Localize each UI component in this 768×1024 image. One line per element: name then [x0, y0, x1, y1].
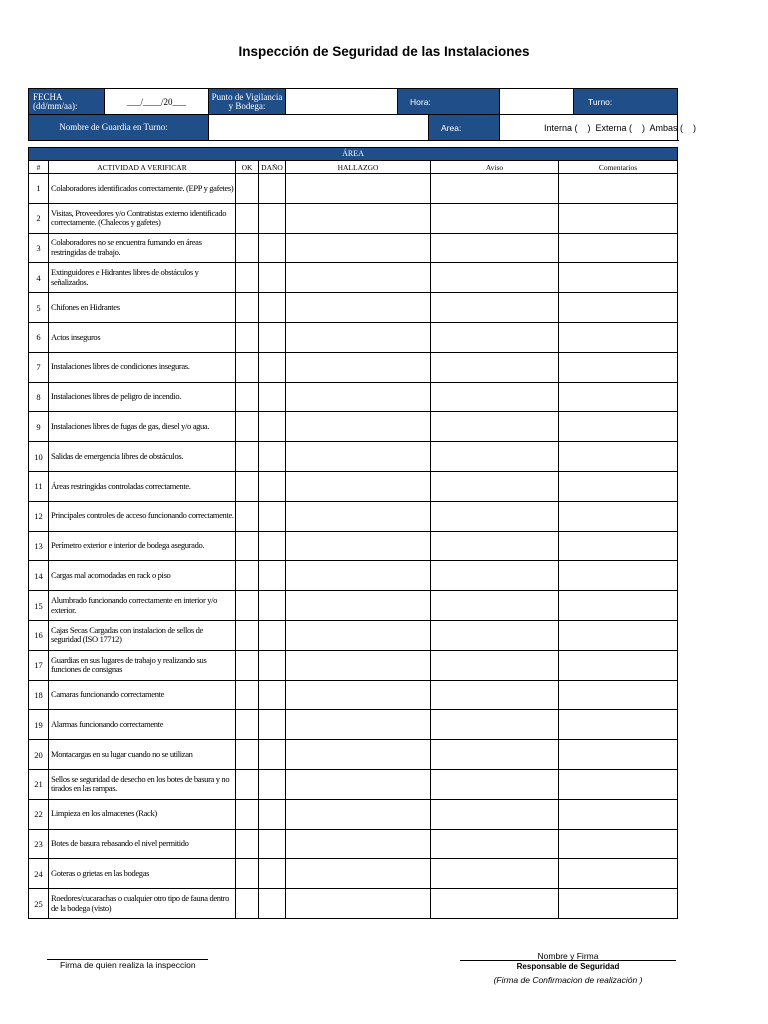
notice-cell[interactable] [431, 710, 559, 740]
row-number: 10 [29, 442, 49, 472]
row-number: 17 [29, 650, 49, 680]
row-activity: Áreas restringidas controladas correctamente. [49, 471, 236, 501]
row-number: 21 [29, 769, 49, 799]
ok-cell[interactable] [236, 263, 259, 293]
comments-cell[interactable] [559, 769, 678, 799]
finding-cell[interactable] [286, 889, 431, 919]
notice-cell[interactable] [431, 829, 559, 859]
notice-cell[interactable] [431, 382, 559, 412]
ok-cell[interactable] [236, 591, 259, 621]
table-row [29, 233, 678, 263]
finding-cell[interactable] [286, 531, 431, 561]
row-activity: Perímetro exterior e interior de bodega asegurado. [49, 531, 236, 561]
confirmation-note: (Firma de Confirmacion de realización ) [493, 975, 643, 985]
finding-cell[interactable] [286, 203, 431, 233]
fecha-field[interactable]: ___/____/20___ [105, 89, 209, 115]
table-row [29, 442, 678, 472]
notice-cell[interactable] [431, 561, 559, 591]
row-activity: Alarmas funcionando correctamente [49, 710, 236, 740]
row-number: 24 [29, 859, 49, 889]
guardia-label: Nombre de Guardia en Turno: [29, 115, 209, 141]
checklist-table [28, 147, 678, 919]
finding-cell[interactable] [286, 352, 431, 382]
notice-cell[interactable] [431, 769, 559, 799]
table-row [29, 531, 678, 561]
comments-cell[interactable] [559, 680, 678, 710]
notice-cell[interactable] [431, 352, 559, 382]
comments-cell[interactable] [559, 620, 678, 650]
row-activity: Instalaciones libres de peligro de incendio. [49, 382, 236, 412]
ok-cell[interactable] [236, 740, 259, 770]
row-activity: Actos inseguros [49, 322, 236, 352]
col-damage: DAÑO [259, 161, 286, 174]
col-notice: Aviso [431, 161, 559, 174]
row-number: 5 [29, 293, 49, 323]
damage-cell[interactable] [259, 442, 286, 472]
comments-cell[interactable] [559, 740, 678, 770]
finding-cell[interactable] [286, 382, 431, 412]
damage-cell[interactable] [259, 829, 286, 859]
comments-cell[interactable] [559, 799, 678, 829]
ok-cell[interactable] [236, 203, 259, 233]
table-row [29, 620, 678, 650]
damage-cell[interactable] [259, 740, 286, 770]
finding-cell[interactable] [286, 650, 431, 680]
row-number: 8 [29, 382, 49, 412]
damage-cell[interactable] [259, 531, 286, 561]
row-activity: Colaboradores identificados correctamente. (EPP y gafetes) [49, 174, 236, 204]
comments-cell[interactable] [559, 293, 678, 323]
table-row [29, 293, 678, 323]
notice-cell[interactable] [431, 889, 559, 919]
ok-cell[interactable] [236, 650, 259, 680]
finding-cell[interactable] [286, 710, 431, 740]
notice-cell[interactable] [431, 680, 559, 710]
ok-cell[interactable] [236, 799, 259, 829]
notice-cell[interactable] [431, 531, 559, 561]
finding-cell[interactable] [286, 591, 431, 621]
area-label: Area: [429, 115, 500, 141]
table-row [29, 829, 678, 859]
row-number: 16 [29, 620, 49, 650]
finding-cell[interactable] [286, 680, 431, 710]
ok-cell[interactable] [236, 829, 259, 859]
row-number: 15 [29, 591, 49, 621]
table-row [29, 322, 678, 352]
notice-cell[interactable] [431, 174, 559, 204]
area-options[interactable]: Interna ( ) Externa ( ) Ambas ( ) [500, 115, 678, 141]
notice-cell[interactable] [431, 471, 559, 501]
damage-cell[interactable] [259, 650, 286, 680]
row-activity: Roedores/cucarachas o cualquier otro tipo de fauna dentro de la bodega (visto) [49, 889, 236, 919]
comments-cell[interactable] [559, 233, 678, 263]
damage-cell[interactable] [259, 680, 286, 710]
finding-cell[interactable] [286, 442, 431, 472]
damage-cell[interactable] [259, 859, 286, 889]
hora-field[interactable] [500, 89, 574, 115]
col-activity: ACTIVIDAD A VERIFICAR [49, 161, 236, 174]
comments-cell[interactable] [559, 174, 678, 204]
ok-cell[interactable] [236, 293, 259, 323]
comments-cell[interactable] [559, 531, 678, 561]
table-row [29, 174, 678, 204]
ok-cell[interactable] [236, 889, 259, 919]
row-activity: Salidas de emergencia libres de obstáculos. [49, 442, 236, 472]
row-activity: Montacargas en su lugar cuando no se utilizan [49, 740, 236, 770]
finding-cell[interactable] [286, 829, 431, 859]
notice-cell[interactable] [431, 203, 559, 233]
inspector-signature-label: Firma de quien realiza la inspeccion [60, 960, 196, 970]
row-number: 1 [29, 174, 49, 204]
table-row [29, 710, 678, 740]
damage-cell[interactable] [259, 203, 286, 233]
finding-cell[interactable] [286, 740, 431, 770]
damage-cell[interactable] [259, 233, 286, 263]
damage-cell[interactable] [259, 412, 286, 442]
notice-cell[interactable] [431, 412, 559, 442]
notice-cell[interactable] [431, 620, 559, 650]
comments-cell[interactable] [559, 263, 678, 293]
ok-cell[interactable] [236, 501, 259, 531]
damage-cell[interactable] [259, 561, 286, 591]
damage-cell[interactable] [259, 174, 286, 204]
table-row [29, 740, 678, 770]
ok-cell[interactable] [236, 442, 259, 472]
responsible-signature-line [460, 960, 676, 961]
comments-cell[interactable] [559, 442, 678, 472]
ok-cell[interactable] [236, 859, 259, 889]
row-number: 6 [29, 322, 49, 352]
finding-cell[interactable] [286, 620, 431, 650]
damage-cell[interactable] [259, 501, 286, 531]
col-finding: HALLAZGO [286, 161, 431, 174]
punto-field[interactable] [286, 89, 398, 115]
col-ok: OK [236, 161, 259, 174]
row-activity: Chifones en Hidrantes [49, 293, 236, 323]
row-activity: Alumbrado funcionando correctamente en interior y/o exterior. [49, 591, 236, 621]
table-row [29, 352, 678, 382]
ok-cell[interactable] [236, 382, 259, 412]
finding-cell[interactable] [286, 293, 431, 323]
damage-cell[interactable] [259, 769, 286, 799]
inspector-signature-line [47, 959, 208, 960]
comments-cell[interactable] [559, 412, 678, 442]
col-comments: Comentarios [559, 161, 678, 174]
table-row [29, 412, 678, 442]
table-row [29, 203, 678, 233]
comments-cell[interactable] [559, 203, 678, 233]
hora-label: Hora: [398, 89, 500, 115]
finding-cell[interactable] [286, 501, 431, 531]
damage-cell[interactable] [259, 382, 286, 412]
notice-cell[interactable] [431, 799, 559, 829]
comments-cell[interactable] [559, 710, 678, 740]
finding-cell[interactable] [286, 471, 431, 501]
row-activity: Camaras funcionando correctamente [49, 680, 236, 710]
row-number: 22 [29, 799, 49, 829]
row-number: 20 [29, 740, 49, 770]
row-number: 11 [29, 471, 49, 501]
section-title: ÁREA [29, 148, 678, 161]
damage-cell[interactable] [259, 620, 286, 650]
row-number: 3 [29, 233, 49, 263]
turno-label: Turno: [574, 89, 678, 115]
damage-cell[interactable] [259, 471, 286, 501]
damage-cell[interactable] [259, 263, 286, 293]
finding-cell[interactable] [286, 561, 431, 591]
row-activity: Sellos se seguridad de desecho en los botes de basura y no tirados en las rampas. [49, 769, 236, 799]
ok-cell[interactable] [236, 769, 259, 799]
notice-cell[interactable] [431, 442, 559, 472]
guardia-field[interactable] [209, 115, 429, 141]
page-title: Inspección de Seguridad de las Instalaciones [238, 44, 530, 59]
row-activity: Extinguidores e Hidrantes libres de obstáculos y señalizados. [49, 263, 236, 293]
comments-cell[interactable] [559, 501, 678, 531]
row-number: 4 [29, 263, 49, 293]
punto-label: Punto de Vigilancia y Bodega: [209, 89, 286, 115]
ok-cell[interactable] [236, 620, 259, 650]
row-number: 7 [29, 352, 49, 382]
notice-cell[interactable] [431, 501, 559, 531]
table-row [29, 382, 678, 412]
comments-cell[interactable] [559, 829, 678, 859]
notice-cell[interactable] [431, 591, 559, 621]
ok-cell[interactable] [236, 233, 259, 263]
row-activity: Limpieza en los almacenes (Rack) [49, 799, 236, 829]
col-num: # [29, 161, 49, 174]
damage-cell[interactable] [259, 352, 286, 382]
row-activity: Colaboradores no se encuentra fumando en áreas restringidas de trabajo. [49, 233, 236, 263]
ok-cell[interactable] [236, 561, 259, 591]
table-row [29, 799, 678, 829]
row-activity: Instalaciones libres de fugas de gas, diesel y/o agua. [49, 412, 236, 442]
table-row [29, 471, 678, 501]
damage-cell[interactable] [259, 591, 286, 621]
comments-cell[interactable] [559, 352, 678, 382]
finding-cell[interactable] [286, 769, 431, 799]
damage-cell[interactable] [259, 322, 286, 352]
row-number: 12 [29, 501, 49, 531]
ok-cell[interactable] [236, 471, 259, 501]
row-number: 13 [29, 531, 49, 561]
notice-cell[interactable] [431, 263, 559, 293]
table-row [29, 561, 678, 591]
row-activity: Cargas mal acomodadas en rack o piso [49, 561, 236, 591]
comments-cell[interactable] [559, 889, 678, 919]
ok-cell[interactable] [236, 680, 259, 710]
row-activity: Botes de basura rebasando el nivel permitido [49, 829, 236, 859]
table-row [29, 680, 678, 710]
comments-cell[interactable] [559, 471, 678, 501]
table-row [29, 650, 678, 680]
row-number: 25 [29, 889, 49, 919]
finding-cell[interactable] [286, 412, 431, 442]
damage-cell[interactable] [259, 293, 286, 323]
ok-cell[interactable] [236, 174, 259, 204]
row-activity: Cajas Secas Cargadas con instalacion de sellos de seguridad (ISO 17712) [49, 620, 236, 650]
table-row [29, 889, 678, 919]
comments-cell[interactable] [559, 650, 678, 680]
comments-cell[interactable] [559, 382, 678, 412]
table-row [29, 501, 678, 531]
table-row [29, 263, 678, 293]
comments-cell[interactable] [559, 591, 678, 621]
row-number: 9 [29, 412, 49, 442]
ok-cell[interactable] [236, 352, 259, 382]
row-activity: Instalaciones libres de condiciones inseguras. [49, 352, 236, 382]
row-number: 14 [29, 561, 49, 591]
finding-cell[interactable] [286, 263, 431, 293]
finding-cell[interactable] [286, 174, 431, 204]
fecha-label: FECHA (dd/mm/aa): [29, 89, 105, 115]
ok-cell[interactable] [236, 710, 259, 740]
notice-cell[interactable] [431, 859, 559, 889]
row-number: 23 [29, 829, 49, 859]
finding-cell[interactable] [286, 322, 431, 352]
ok-cell[interactable] [236, 531, 259, 561]
damage-cell[interactable] [259, 799, 286, 829]
row-activity: Principales controles de acceso funcionando correctamente. [49, 501, 236, 531]
responsible-role: Responsable de Seguridad [516, 962, 620, 971]
header-form [28, 88, 697, 141]
damage-cell[interactable] [259, 710, 286, 740]
row-number: 18 [29, 680, 49, 710]
responsible-name-label: Nombre y Firma [537, 951, 599, 961]
row-activity: Guardias en sus lugares de trabajo y realizando sus funciones de consignas [49, 650, 236, 680]
finding-cell[interactable] [286, 233, 431, 263]
row-number: 19 [29, 710, 49, 740]
notice-cell[interactable] [431, 740, 559, 770]
row-activity: Goteras o grietas en las bodegas [49, 859, 236, 889]
row-number: 2 [29, 203, 49, 233]
notice-cell[interactable] [431, 233, 559, 263]
comments-cell[interactable] [559, 561, 678, 591]
table-row [29, 769, 678, 799]
damage-cell[interactable] [259, 889, 286, 919]
finding-cell[interactable] [286, 859, 431, 889]
table-row [29, 859, 678, 889]
row-activity: Visitas, Proveedores y/o Contratistas externo identificado correctamente. (Chalecos y gafetes) [49, 203, 236, 233]
notice-cell[interactable] [431, 322, 559, 352]
ok-cell[interactable] [236, 322, 259, 352]
comments-cell[interactable] [559, 859, 678, 889]
finding-cell[interactable] [286, 799, 431, 829]
ok-cell[interactable] [236, 412, 259, 442]
notice-cell[interactable] [431, 293, 559, 323]
comments-cell[interactable] [559, 322, 678, 352]
table-row [29, 591, 678, 621]
notice-cell[interactable] [431, 650, 559, 680]
